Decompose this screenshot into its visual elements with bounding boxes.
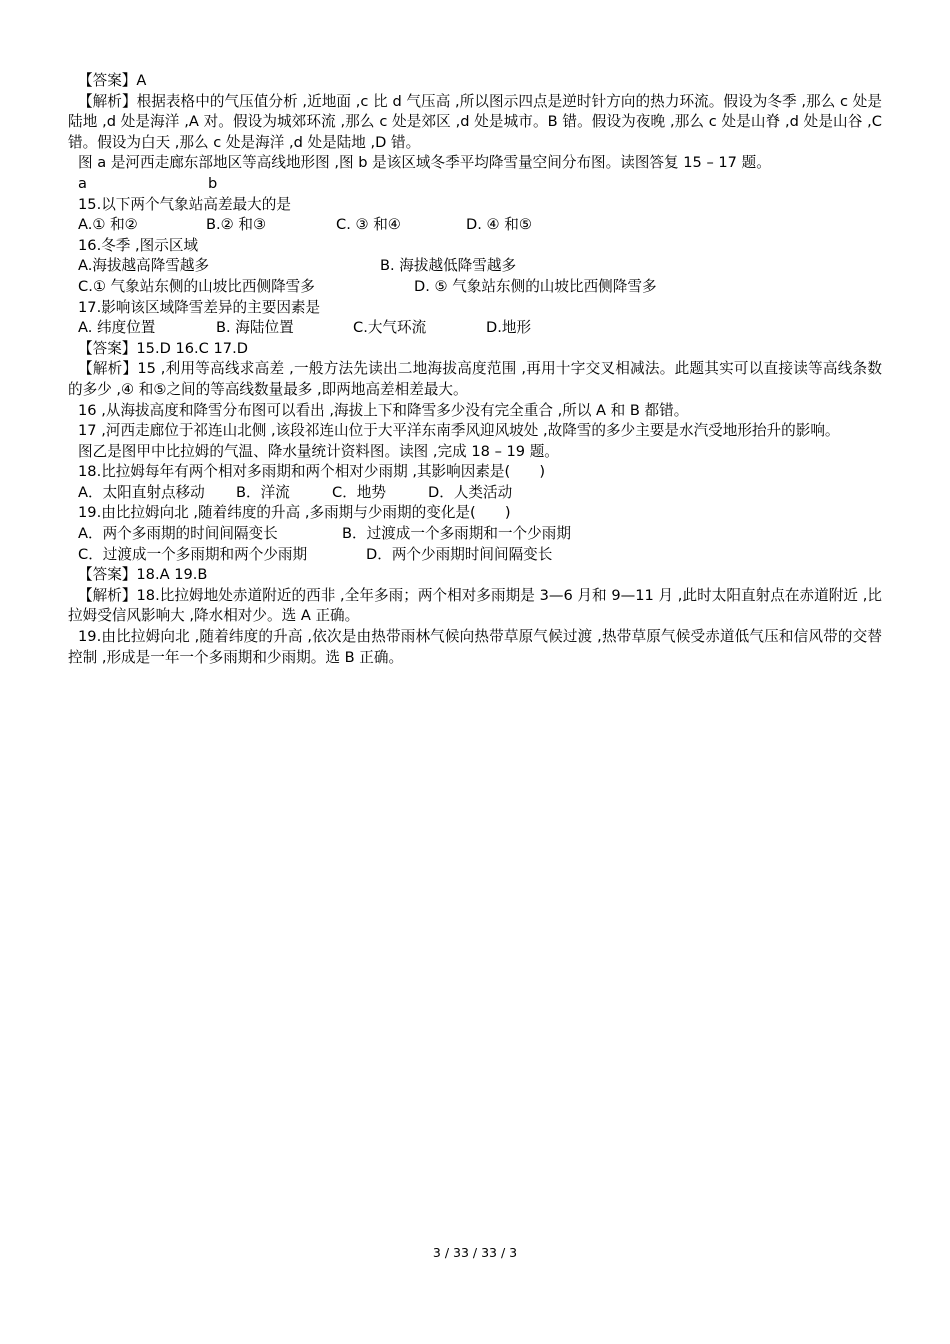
- explanation-q15: 【解析】15 ,利用等高线求高差 ,一般方法先读出二地海拔高度范围 ,再用十字交叉相减法。此题其实可以直接读等高线条数的多少 ,④ 和⑤之间的等高线数量最多 ,即两地高差相差最大。: [68, 360, 882, 398]
- option: D.地形: [486, 319, 532, 337]
- option: D．两个少雨期时间间隔变长: [366, 545, 553, 563]
- figure-labels: [68, 174, 882, 195]
- intro-q15-17: 图 a 是河西走廊东部地区等高线地形图 ,图 b 是该区域冬季平均降雪量空间分布图。读图答复 15 – 17 题。: [78, 154, 771, 172]
- option: A．两个多雨期的时间间隔变长: [78, 525, 278, 543]
- figure-a-label: a: [78, 174, 87, 192]
- document-body: [68, 71, 882, 668]
- question-15: 15.以下两个气象站高差最大的是: [78, 195, 291, 213]
- question-17-options: [68, 318, 882, 339]
- question-16-options-row2: [68, 277, 882, 298]
- question-19-options-row2: [68, 545, 882, 566]
- option: A.海拔越高降雪越多: [78, 257, 210, 275]
- explanation-q17: 17 ,河西走廊位于祁连山北侧 ,该段祁连山位于大平洋东南季风迎风坡处 ,故降雪的多少主要是水汽受地形抬升的影响。: [78, 422, 840, 440]
- option: D．人类活动: [428, 483, 513, 501]
- explanation-q18: 【解析】18.比拉姆地处赤道附近的西非 ,全年多雨；两个相对多雨期是 3—6 月和 9—11 月 ,此时太阳直射点在赤道附近 ,比拉姆受信风影响大 ,降水相对少。选 A 正确。: [68, 586, 882, 625]
- explanation-q16: 16 ,从海拔高度和降雪分布图可以看出 ,海拔上下和降雪多少没有完全重合 ,所以 A 和 B 都错。: [78, 401, 689, 419]
- option: A．太阳直射点移动: [78, 483, 205, 501]
- question-19: 19.由比拉姆向北 ,随着纬度的升高 ,多雨期与少雨期的变化是( ): [78, 504, 511, 522]
- question-15-options: [68, 215, 882, 236]
- intro-q18-19: 图乙是图甲中比拉姆的气温、降水量统计资料图。读图 ,完成 18 – 19 题。: [78, 442, 559, 460]
- option: C.大气环流: [353, 319, 427, 337]
- option: C．过渡成一个多雨期和两个少雨期: [78, 545, 308, 563]
- answer-q15-17: 【答案】15.D 16.C 17.D: [78, 339, 248, 357]
- explanation-q19: 19.由比拉姆向北 ,随着纬度的升高 ,依次是由热带雨林气候向热带草原气候过渡 ,热带草原气候受赤道低气压和信风带的交替控制 ,形成是一年一个多雨期和少雨期。选 B 正确。: [68, 628, 882, 666]
- figure-b-label: b: [208, 174, 218, 192]
- option: B. 海陆位置: [216, 319, 294, 337]
- question-16-options-row1: [68, 256, 882, 277]
- question-16: 16.冬季 ,图示区域: [78, 236, 199, 254]
- option: A.① 和②: [78, 216, 138, 234]
- option: B.② 和③: [206, 216, 267, 234]
- option: B．洋流: [236, 483, 290, 501]
- explanation-q14: 【解析】根据表格中的气压值分析 ,近地面 ,c 比 d 气压高 ,所以图示四点是逆时针方向的热力环流。假设为冬季 ,那么 c 处是陆地 ,d 处是海洋 ,A 对。假设为城郊环流 ,那么 c 处是郊区 ,d 处是城市。B 错。假设为夜晚 ,那么 c 处是山脊 ,d 处是山谷 ,C 错。假设为白天 ,那么 c 处是海洋 ,d 处是陆地 ,D 错。: [68, 92, 882, 151]
- option: B. 海拔越低降雪越多: [380, 257, 517, 275]
- option: C. ③ 和④: [336, 216, 401, 234]
- question-18: 18.比拉姆每年有两个相对多雨期和两个相对少雨期 ,其影响因素是( ): [78, 463, 546, 481]
- option: C.① 气象站东侧的山坡比西侧降雪多: [78, 277, 315, 295]
- option: B．过渡成一个多雨期和一个少雨期: [342, 525, 571, 543]
- question-17: 17.影响该区域降雪差异的主要因素是: [78, 298, 321, 316]
- question-18-options: [68, 483, 882, 504]
- option: D. ⑤ 气象站东侧的山坡比西侧降雪多: [414, 277, 657, 295]
- option: A. 纬度位置: [78, 319, 156, 337]
- option: C．地势: [332, 483, 386, 501]
- question-19-options-row1: [68, 524, 882, 545]
- option: D. ④ 和⑤: [466, 216, 532, 234]
- page-number: 3 / 33 / 33 / 3: [432, 1245, 518, 1260]
- answer-q18-19: 【答案】18.A 19.B: [78, 566, 208, 584]
- answer-q14: 【答案】A: [78, 72, 147, 89]
